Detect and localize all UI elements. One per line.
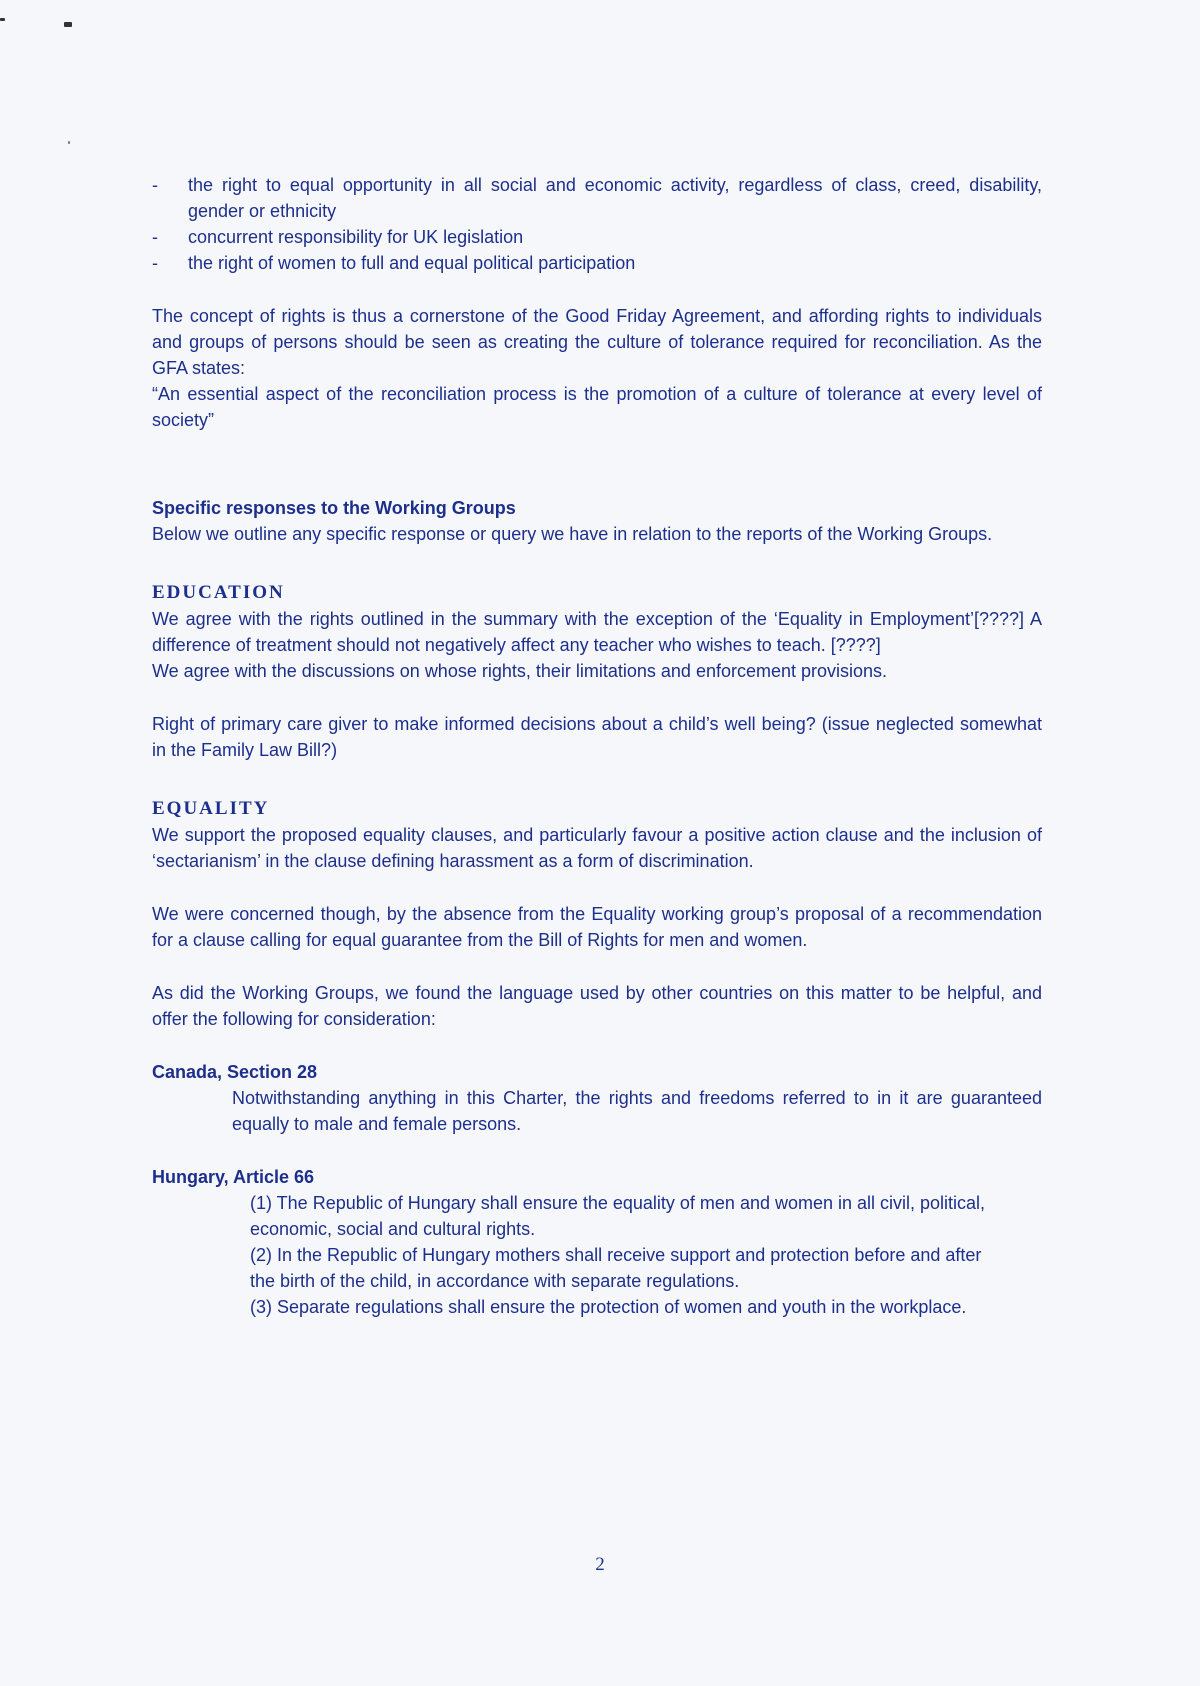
equality-paragraph-3: As did the Working Groups, we found the language used by other countries on this matter to be helpful, and offer the following for consideration: — [152, 983, 1042, 1029]
rights-bullet-list — [152, 172, 1042, 276]
bullet-text: the right of women to full and equal political participation — [188, 253, 636, 273]
bullet-text: the right to equal opportunity in all social and economic activity, regardless of class, creed, disability, gender or ethnicity — [188, 175, 1042, 221]
equality-paragraph-2: We were concerned though, by the absence from the Equality working group’s proposal of a recommendation for a clause calling for equal guarantee from the Bill of Rights for men and women. — [152, 904, 1042, 950]
hungary-item: (2) In the Republic of Hungary mothers shall receive support and protection before and after the birth of the child, in accordance with separate regulations. — [250, 1245, 982, 1291]
education-paragraph-2: We agree with the discussions on whose rights, their limitations and enforcement provisions. — [152, 661, 888, 681]
canada-quote-text: Notwithstanding anything in this Charter, the rights and freedoms referred to in it are guaranteed equally to male and female persons. — [232, 1088, 1042, 1134]
page-number: 2 — [595, 1554, 605, 1575]
list-item — [152, 172, 1042, 224]
canada-quote — [232, 1085, 1042, 1137]
document-body — [152, 172, 1042, 1320]
list-item — [152, 250, 1042, 276]
scan-speck — [68, 141, 70, 144]
hungary-item: (1) The Republic of Hungary shall ensure the equality of men and women in all civil, political, economic, social and cultural rights. — [250, 1193, 986, 1239]
equality-paragraph-1: We support the proposed equality clauses, and particularly favour a positive action clause and the inclusion of ‘sectarianism’ in the clause defining harassment as a form of discrimination. — [152, 825, 1042, 871]
specific-responses-text: Below we outline any specific response or query we have in relation to the reports of the Working Groups. — [152, 524, 993, 544]
specific-responses-heading: Specific responses to the Working Groups — [152, 498, 516, 518]
gfa-quote: “An essential aspect of the reconciliation process is the promotion of a culture of tolerance at every level of society” — [152, 384, 1042, 430]
scan-speck — [0, 18, 5, 21]
hungary-heading: Hungary, Article 66 — [152, 1167, 315, 1187]
scan-speck — [64, 22, 72, 27]
education-paragraph-3: Right of primary care giver to make informed decisions about a child’s well being? (issue neglected somewhat in the Family Law Bill?) — [152, 714, 1042, 760]
equality-heading: EQUALITY — [152, 798, 270, 819]
bullet-marker: - — [152, 175, 158, 195]
bullet-text: concurrent responsibility for UK legislation — [188, 227, 524, 247]
bullet-marker: - — [152, 253, 158, 273]
education-heading: EDUCATION — [152, 582, 285, 603]
education-paragraph-1: We agree with the rights outlined in the summary with the exception of the ‘Equality in Employment’[????] A difference of treatment should not negatively affect any teacher who wishes to teach. [????] — [152, 609, 1042, 655]
canada-heading: Canada, Section 28 — [152, 1062, 318, 1082]
hungary-item: (3) Separate regulations shall ensure the protection of women and youth in the workplace. — [250, 1297, 967, 1317]
list-item — [152, 224, 1042, 250]
rights-paragraph: The concept of rights is thus a cornerstone of the Good Friday Agreement, and affording rights to individuals and groups of persons should be seen as creating the culture of tolerance required for reconciliation. As the GFA states: — [152, 306, 1042, 378]
bullet-marker: - — [152, 227, 158, 247]
hungary-quote — [250, 1190, 1010, 1320]
